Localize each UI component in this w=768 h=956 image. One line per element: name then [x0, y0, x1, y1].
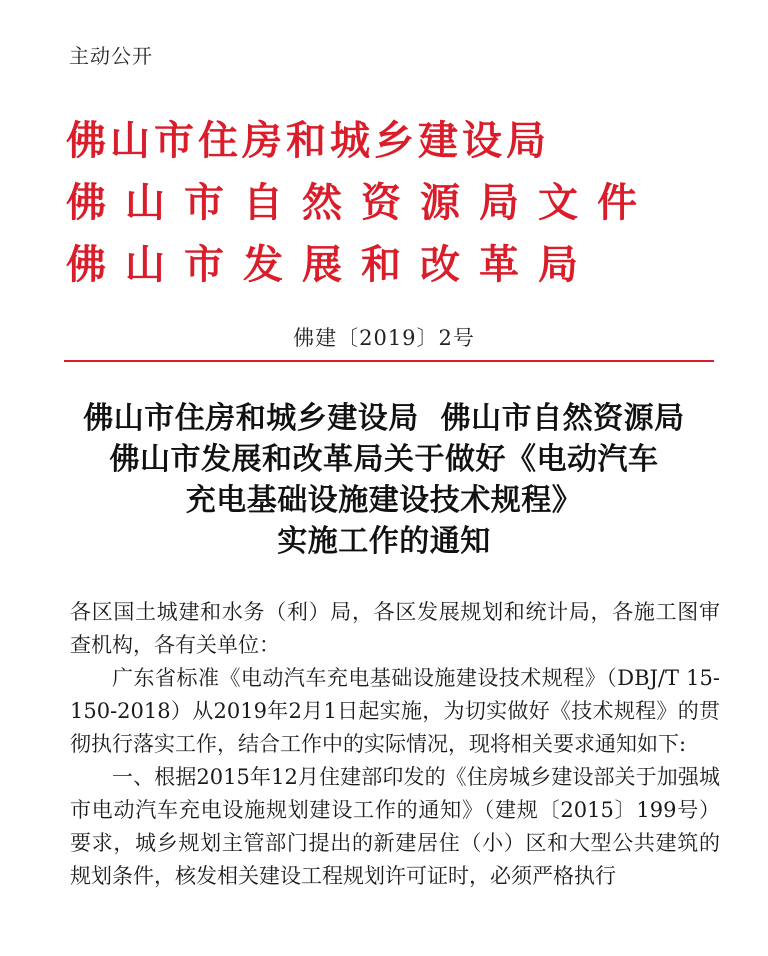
document-number: 佛建〔2019〕2号 — [293, 326, 475, 350]
header-line-natural-resources-bureau: 佛山市自然资源局文件 — [66, 179, 656, 226]
title-line-4: 实施工作的通知 — [277, 524, 491, 559]
title-line-1: 佛山市住房和城乡建设局 佛山市自然资源局 — [83, 401, 685, 436]
title-line-2: 佛山市发展和改革局关于做好《电动汽车 — [109, 442, 659, 477]
document-body — [70, 596, 720, 893]
issuing-authorities-header — [66, 110, 726, 296]
header-line-housing-bureau: 佛山市住房和城乡建设局 — [66, 117, 550, 164]
title-line-3: 充电基础设施建设技术规程》 — [185, 483, 583, 518]
document-title — [0, 398, 768, 562]
body-paragraph-1: 广东省标准《电动汽车充电基础设施建设技术规程》（DBJ/T 15-150-2018）从2019年2月1日起实施，为切实做好《技术规程》的贯彻执行落实工作，结合工作中的实际情况，现将相关要求通知如下: — [70, 666, 720, 756]
red-separator-line — [64, 360, 714, 362]
disclosure-label: 主动公开 — [69, 44, 153, 68]
body-paragraph-2: 一、根据2015年12月住建部印发的《住房城乡建设部关于加强城市电动汽车充电设施规划建设工作的通知》（建规〔2015〕199号）要求，城乡规划主管部门提出的新建居住（小）区和大型公共建筑的规划条件，核发相关建设工程规划许可证时，必须严格执行 — [70, 765, 720, 888]
addressee: 各区国土城建和水务（利）局，各区发展规划和统计局，各施工图审查机构，各有关单位： — [70, 600, 720, 657]
header-line-development-reform-bureau: 佛山市发展和改革局 — [66, 241, 597, 288]
